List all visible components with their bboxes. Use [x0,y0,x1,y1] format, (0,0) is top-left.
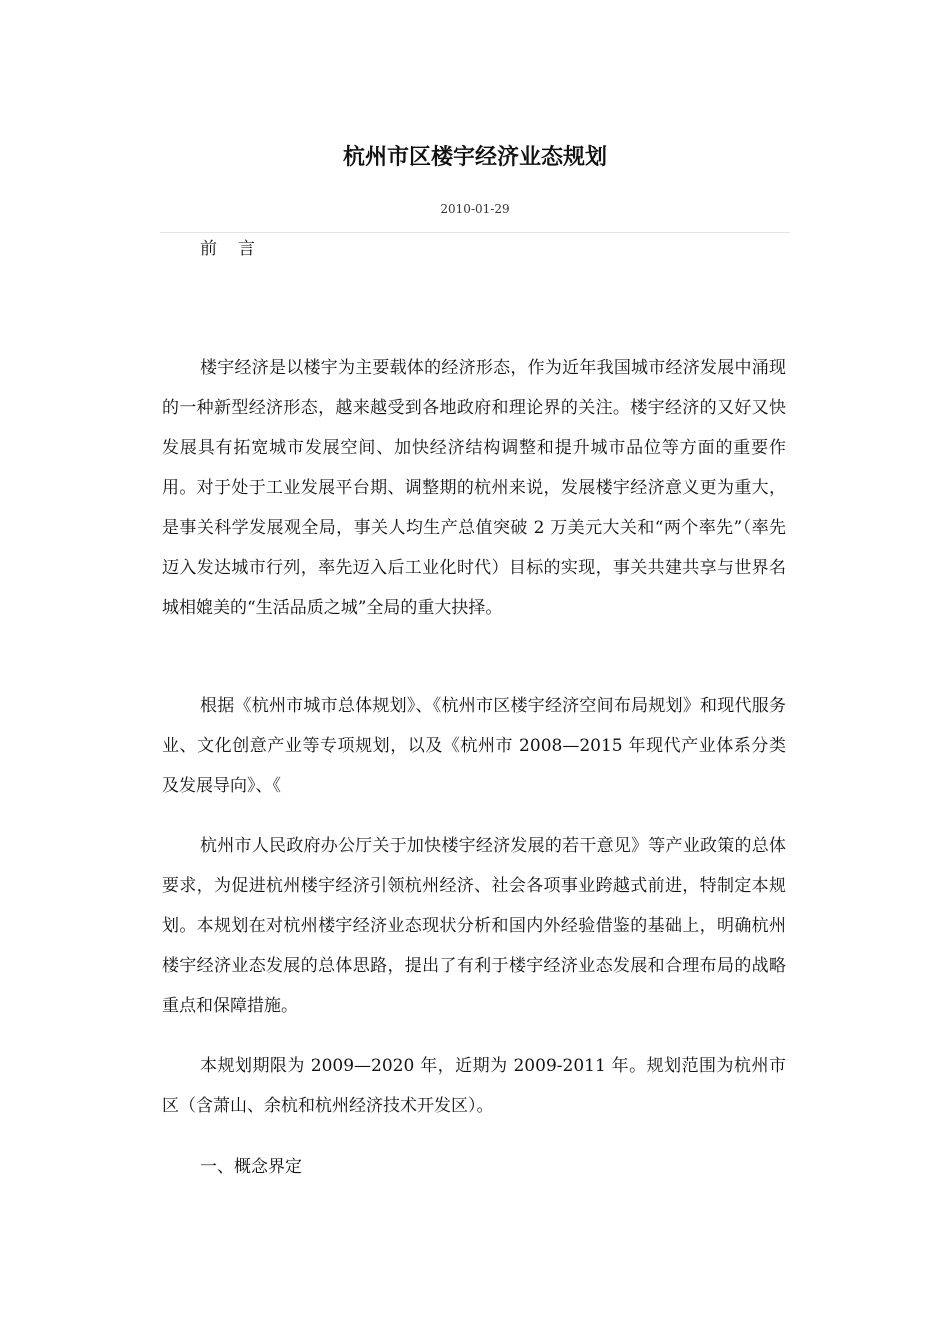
preface-heading: 前言 [200,239,276,259]
section-heading-concepts: 一、概念界定 [200,1157,302,1177]
title-divider [160,232,790,233]
document-title: 杭州市区楼宇经济业态规划 [342,144,607,170]
paragraph-basis: 根据《杭州市城市总体规划》、《杭州市区楼宇经济空间布局规划》和现代服务业、文化创意产业等专项规划，以及《杭州市 2008—2015 年现代产业体系分类及发展导向》、《 [162,696,786,796]
paragraph-purpose: 杭州市人民政府办公厅关于加快楼宇经济发展的若干意见》等产业政策的总体要求，为促进杭州楼宇经济引领杭州经济、社会各项事业跨越式前进，特制定本规划。本规划在对杭州楼宇经济业态现状分析和国内外经验借鉴的基础上，明确杭州楼宇经济业态发展的总体思路，提出了有利于楼宇经济业态发展和合理布局的战略重点和保障措施。 [162,836,786,1016]
publish-date: 2010-01-29 [440,202,510,216]
paragraph-intro: 楼宇经济是以楼宇为主要载体的经济形态，作为近年我国城市经济发展中涌现的一种新型经济形态，越来越受到各地政府和理论界的关注。楼宇经济的又好又快发展具有拓宽城市发展空间、加快经济结构调整和提升城市品位等方面的重要作用。对于处于工业发展平台期、调整期的杭州来说，发展楼宇经济意义更为重大，是事关科学发展观全局，事关人均生产总值突破 2 万美元大关和“两个率先”（率先迈入发达城市行列，率先迈入后工业化时代）目标的实现，事关共建共享与世界名城相媲美的“生活品质之城”全局的重大抉择。 [162,358,786,618]
paragraph-scope: 本规划期限为 2009—2020 年，近期为 2009-2011 年。规划范围为杭州市区（含萧山、余杭和杭州经济技术开发区）。 [162,1056,786,1116]
